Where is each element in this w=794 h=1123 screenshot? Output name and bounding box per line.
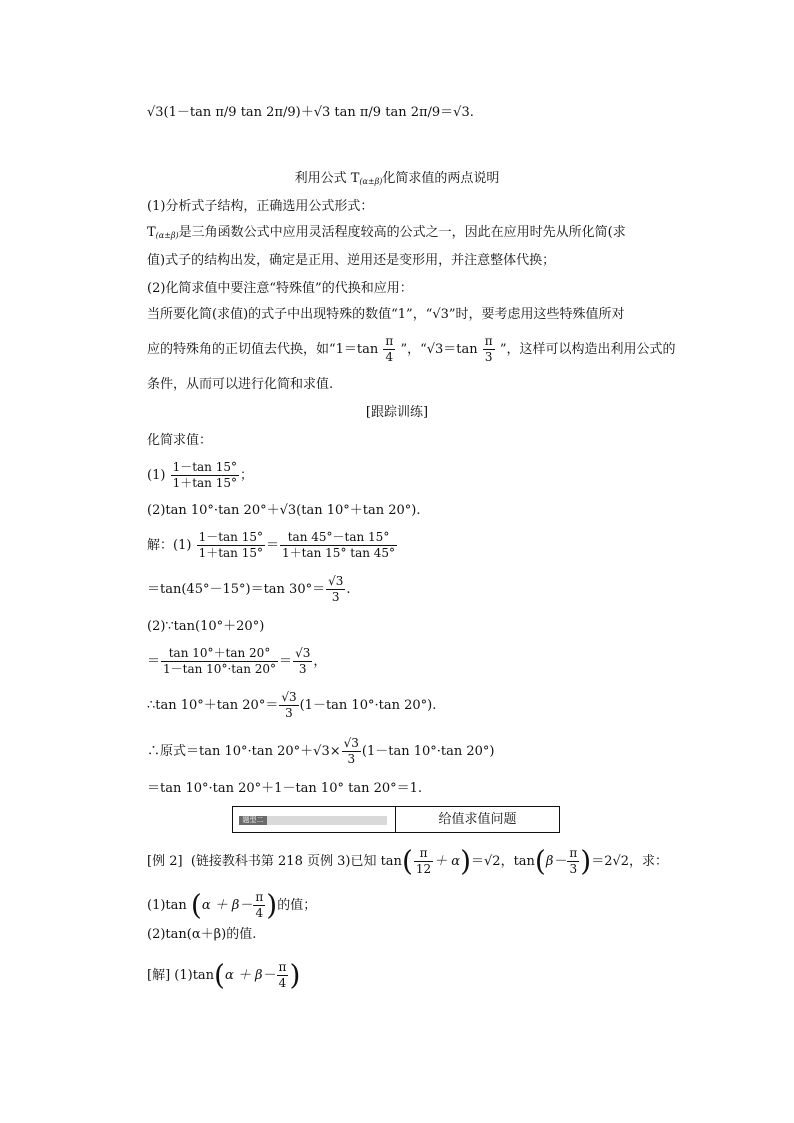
note-p4b: 应的特殊角的正切值去代换，如“1＝tan $\frac{\pi}{4}$ ”，“√3＝tan $\frac{\pi}{3}$ ”，这样可以构造出利用公式的	[147, 334, 676, 364]
section-title: 给值求值问题	[438, 812, 517, 827]
fraction-pi-4b: $\frac{\pi}{4}$	[255, 890, 264, 920]
formula-line-1	[147, 104, 474, 122]
fraction-pi-4: $\frac{\pi}{4}$	[385, 334, 394, 364]
fraction-s1-right: $\frac{\tan 45^\circ-\tan 15^\circ}{1+\tan 15^\circ \tan 45^\circ}$	[282, 530, 396, 560]
note-title: 利用公式 $T_{(\alpha\pm\beta)}$化简求值的两点说明	[294, 171, 500, 186]
fraction-sqrt3-3b: $\frac{√3}{3}$	[295, 646, 311, 676]
example-q2: (2)tan(α＋β)的值.	[147, 927, 257, 942]
fraction-sqrt3-3c: $\frac{√3}{3}$	[281, 690, 297, 720]
fraction-s1-left: $\frac{1-\tan 15^\circ}{1+\tan 15^\circ}$	[198, 530, 263, 560]
fraction-s4: $\frac{\tan 10^\circ+\tan 20^\circ}{1-\tan 10^\circ\cdot\tan 20^\circ}$	[163, 646, 277, 676]
track-question: 化简求值：	[147, 433, 213, 448]
section-badge-area	[233, 807, 396, 832]
solution-1: 解：(1) $\frac{1-\tan 15^\circ}{1+\tan 15^\circ}$ ＝ $\frac{\tan 45^\circ-\tan 15^\circ}{1+\tan 15^\circ \tan 45^\circ}$	[147, 530, 396, 560]
section-badge: 题型二	[239, 816, 267, 825]
note-p2b: 值)式子的结构出发，确定是正用、逆用还是变形用，并注意整体代换；	[147, 253, 556, 268]
example-solution: [解] (1)tan(α ＋ β－ $\frac{\pi}{4}$ )	[147, 958, 301, 992]
note-p3: (2)化简求值中要注意“特殊值”的代换和应用：	[147, 281, 413, 296]
solution-3: (2)∵tan(10°＋20°)	[147, 619, 265, 634]
note-p4c: 条件，从而可以进行化简和求值.	[147, 377, 334, 392]
track-q2: (2)tan 10°·tan 20°＋√3(tan 10°＋tan 20°).	[147, 503, 421, 518]
solution-2: ＝tan(45°－15°)＝tan 30°＝ $\frac{√3}{3}$ .	[147, 574, 351, 604]
track-heading: [跟踪训练]	[365, 405, 429, 420]
formula-expression: √3(1－tan π/9 tan 2π/9)＋√3 tan π/9 tan 2π/9＝√3.	[147, 105, 474, 120]
track-q1: (1) $\frac{1-\tan 15^\circ}{1+\tan 15^\circ}$ ；	[147, 460, 254, 490]
note-p4a: 当所要化简(求值)的式子中出现特殊的数值“1”，“√3”时，要考虑用这些特殊值所对	[147, 307, 625, 322]
solution-4: ＝ $\frac{\tan 10^\circ+\tan 20^\circ}{1-\tan 10^\circ\cdot\tan 20^\circ}$ ＝ $\frac{√3}{3}$ ，	[147, 646, 327, 676]
fraction-q1: $\frac{1-\tan 15^\circ}{1+\tan 15^\circ}$	[172, 460, 237, 490]
solution-6: ∴原式＝tan 10°·tan 20°＋√3× $\frac{√3}{3}$ (1－tan 10°·tan 20°)	[147, 736, 495, 766]
fraction-sqrt3-3d: $\frac{√3}{3}$	[343, 736, 359, 766]
example-2: [例 2] (链接教科书第 218 页例 3)已知 tan( $\frac{\pi}{12}$ ＋ α)＝√2，tan(β－ $\frac{\pi}{3}$ )＝2√2，求：	[147, 844, 669, 878]
solution-5: ∴tan 10°＋tan 20°＝ $\frac{√3}{3}$ (1－tan 10°·tan 20°).	[147, 690, 437, 720]
section-header	[232, 806, 560, 833]
fraction-sqrt3-3: $\frac{√3}{3}$	[328, 574, 344, 604]
solution-7: ＝tan 10°·tan 20°＋1－tan 10° tan 20°＝1.	[147, 781, 423, 796]
fraction-pi-3b: $\frac{\pi}{3}$	[569, 846, 578, 876]
note-p2a: $T_{(\alpha\pm\beta)}$是三角函数公式中应用灵活程度较高的公式之一，因此在应用时先从所化简(求	[147, 225, 626, 240]
example-q1: (1)tan (α ＋ β－ $\frac{\pi}{4}$ )的值；	[147, 888, 317, 922]
fraction-pi-3: $\frac{\pi}{3}$	[484, 334, 493, 364]
note-p1: (1)分析式子结构，正确选用公式形式：	[147, 199, 374, 214]
fraction-pi-12: $\frac{\pi}{12}$	[415, 846, 432, 876]
fraction-pi-4c: $\frac{\pi}{4}$	[278, 960, 287, 990]
